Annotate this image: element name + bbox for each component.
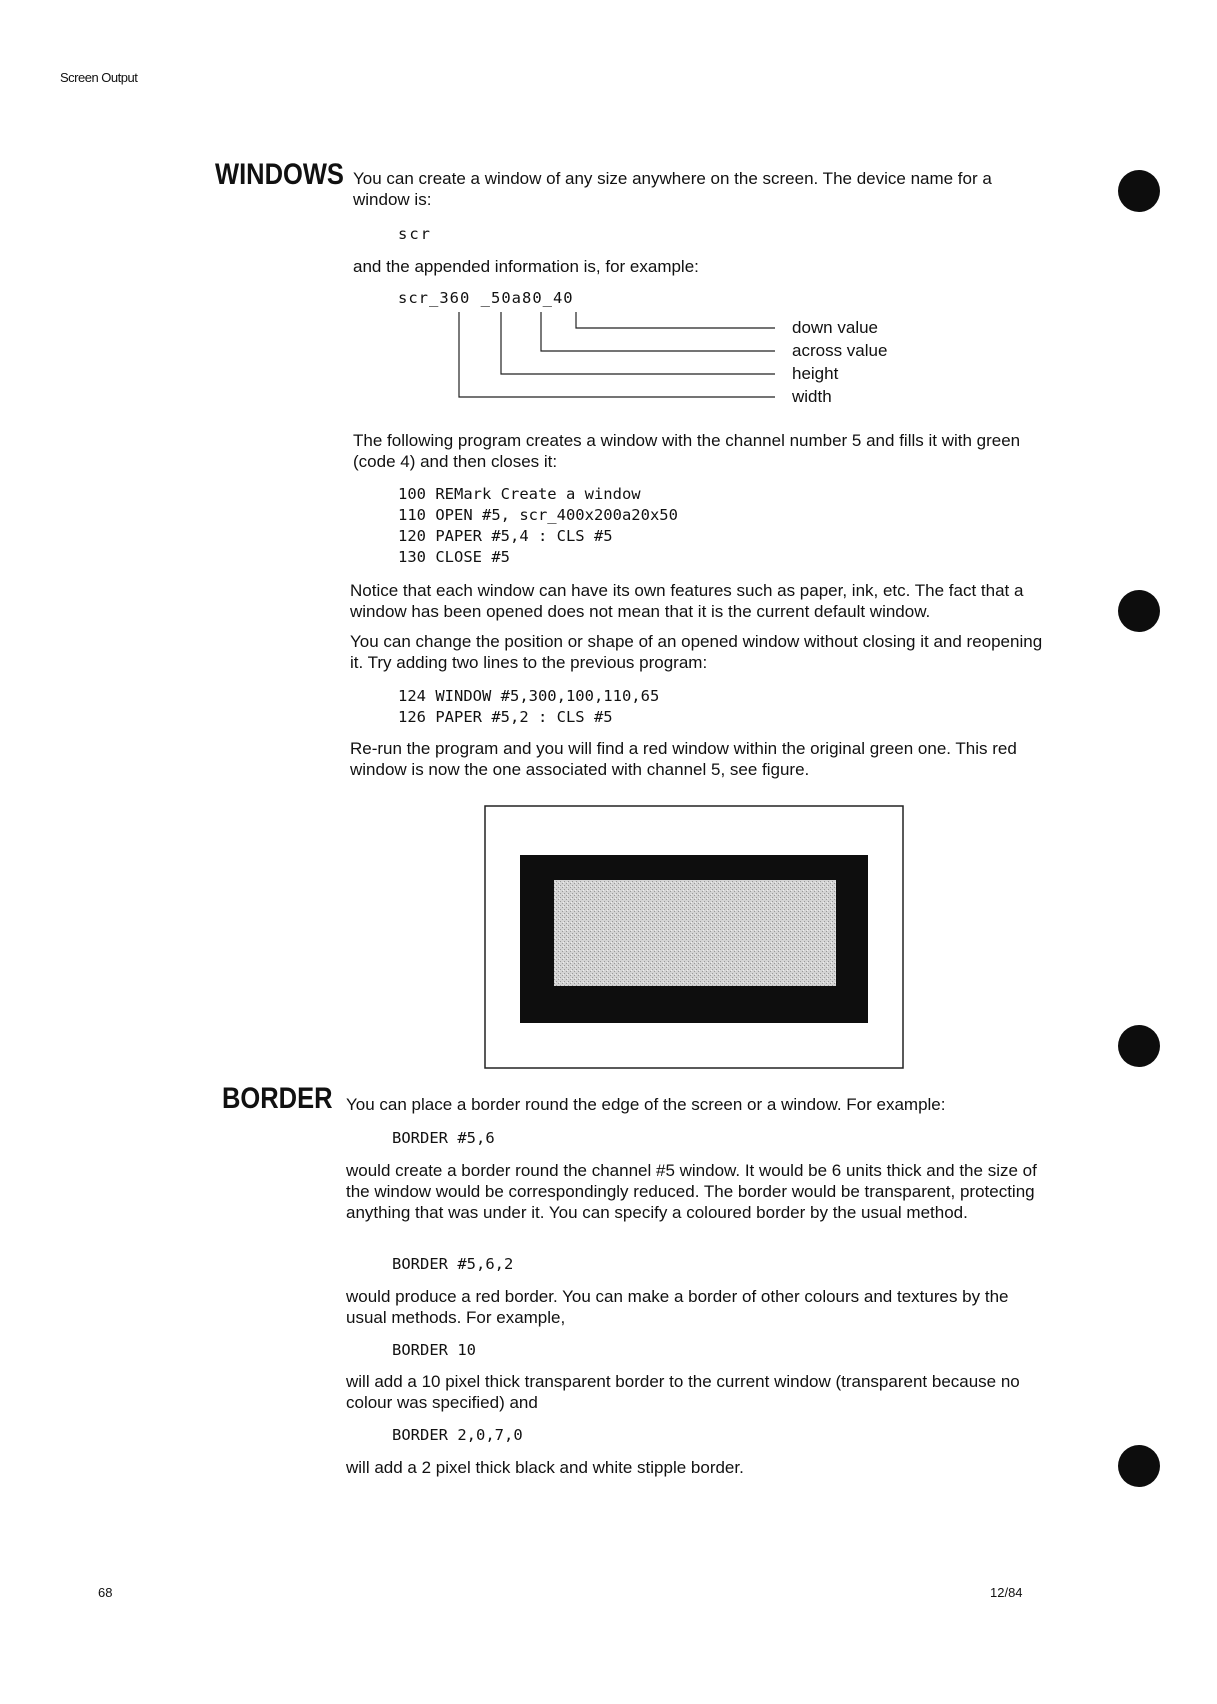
border-desc-3: will add a 10 pixel thick transparent border to the current window (transparent because no colour was specified) and	[346, 1372, 1020, 1412]
border-code-4: BORDER 2,0,7,0	[392, 1426, 523, 1444]
border-heading: BORDER	[222, 1082, 333, 1115]
program-line: 126 PAPER #5,2 : CLS #5	[398, 708, 613, 726]
width-line	[459, 312, 775, 397]
border-code-3: BORDER 10	[392, 1341, 476, 1359]
parameter-diagram	[455, 310, 785, 410]
appended-intro: and the appended information is, for example:	[353, 257, 699, 276]
label-width: width	[792, 387, 832, 406]
device-name: scr	[398, 225, 432, 243]
program-line: 130 CLOSE #5	[398, 548, 510, 566]
revision-date: 12/84	[990, 1585, 1023, 1600]
label-across-value: across value	[792, 341, 888, 360]
border-desc-4: will add a 2 pixel thick black and white stipple border.	[346, 1458, 744, 1477]
program-listing-2	[398, 686, 659, 728]
notice-paragraph: Notice that each window can have its own features such as paper, ink, etc. The fact that a window has been opened does not mean that it is the current default window.	[350, 581, 1024, 621]
height-line	[501, 312, 775, 374]
binder-hole-dot	[1118, 1445, 1160, 1487]
program-line: 100 REMark Create a window	[398, 485, 641, 503]
program-intro: The following program creates a window with the channel number 5 and fills it with green (code 4) and then closes it:	[353, 431, 1021, 471]
windows-heading: WINDOWS	[215, 158, 344, 191]
window-figure	[484, 805, 904, 1070]
windows-intro: You can create a window of any size anywhere on the screen. The device name for a window is:	[353, 169, 992, 209]
running-header: Screen Output	[60, 70, 138, 85]
border-desc-1: would create a border round the channel #5 window. It would be 6 units thick and the size of the window would be correspondingly reduced. The border would be transparent, protecting anything that was under it. You can specify a coloured border by the usual method.	[346, 1161, 1037, 1222]
border-desc-2: would produce a red border. You can make a border of other colours and textures by the usual methods. For example,	[346, 1287, 1009, 1327]
program-line: 120 PAPER #5,4 : CLS #5	[398, 527, 613, 545]
change-paragraph: You can change the position or shape of an opened window without closing it and reopening it. Try adding two lines to the previous program:	[350, 632, 1043, 672]
rerun-paragraph: Re-run the program and you will find a red window within the original green one. This red window is now the one associated with channel 5, see figure.	[350, 739, 1017, 779]
program-line: 124 WINDOW #5,300,100,110,65	[398, 687, 660, 705]
binder-hole-dot	[1118, 590, 1160, 632]
red-window	[554, 880, 836, 986]
example-device: scr_360 _50a80_40	[398, 289, 574, 307]
border-code-2: BORDER #5,6,2	[392, 1255, 514, 1273]
binder-hole-dot	[1118, 1025, 1160, 1067]
program-listing	[398, 484, 678, 568]
label-height: height	[792, 364, 839, 383]
program-line: 110 OPEN #5, scr_400x200a20x50	[398, 506, 678, 524]
label-down-value: down value	[792, 318, 879, 337]
down-value-line	[576, 312, 775, 328]
border-intro: You can place a border round the edge of the screen or a window. For example:	[346, 1095, 946, 1114]
page-number: 68	[98, 1585, 113, 1600]
binder-hole-dot	[1118, 170, 1160, 212]
border-code-1: BORDER #5,6	[392, 1129, 495, 1147]
